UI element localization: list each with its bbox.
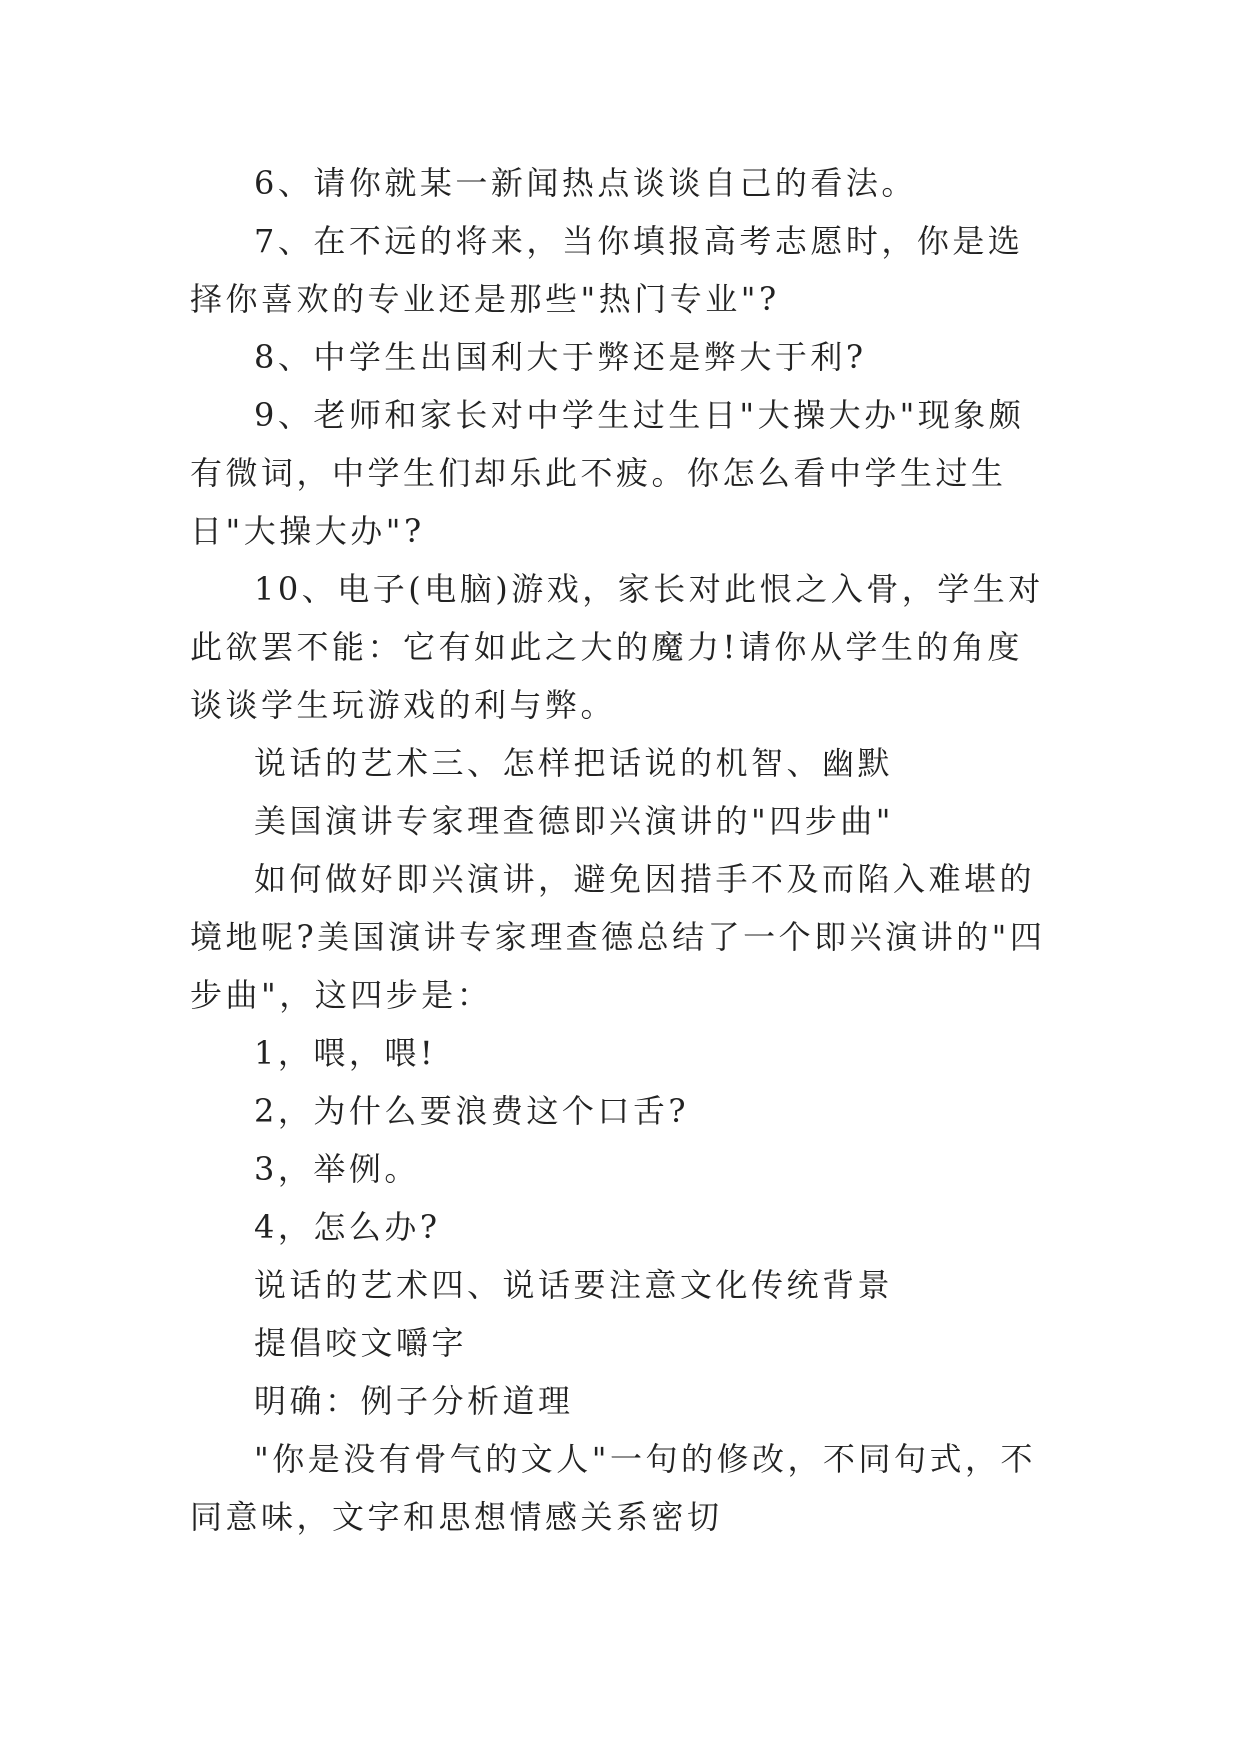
subheading-word-choice: 提倡咬文嚼字 xyxy=(254,1324,468,1362)
subheading-four-steps: 美国演讲专家理查德即兴演讲的"四步曲" xyxy=(254,802,894,840)
list-item-step-2: 2，为什么要浪费这个口舌? xyxy=(254,1092,690,1130)
paragraph-question-8: 8、中学生出国利大于弊还是弊大于利? xyxy=(254,338,867,376)
document-body xyxy=(190,154,1054,1546)
list-item-step-3: 3，举例。 xyxy=(254,1150,420,1188)
list-item-step-1: 1，喂，喂! xyxy=(254,1034,437,1072)
section-heading-art-three: 说话的艺术三、怎样把话说的机智、幽默 xyxy=(254,744,894,782)
list-item-step-4: 4，怎么办? xyxy=(254,1208,441,1246)
paragraph-revision-example: "你是没有骨气的文人"一句的修改，不同句式，不同意味，文字和思想情感关系密切 xyxy=(190,1440,1036,1536)
paragraph-question-9: 9、老师和家长对中学生过生日"大操大办"现象颇有微词，中学生们却乐此不疲。你怎么看中学生过生日"大操大办"? xyxy=(190,396,1025,550)
paragraph-question-7: 7、在不远的将来，当你填报高考志愿时，你是选择你喜欢的专业还是那些"热门专业"? xyxy=(190,222,1024,318)
paragraph-clarify: 明确：例子分析道理 xyxy=(254,1382,574,1420)
paragraph-question-10: 10、电子(电脑)游戏，家长对此恨之入骨，学生对此欲罢不能：它有如此之大的魔力!请你从学生的角度谈谈学生玩游戏的利与弊。 xyxy=(190,570,1044,724)
section-heading-art-four: 说话的艺术四、说话要注意文化传统背景 xyxy=(254,1266,894,1304)
paragraph-question-6: 6、请你就某一新闻热点谈谈自己的看法。 xyxy=(254,164,917,202)
paragraph-four-steps-intro: 如何做好即兴演讲，避免因措手不及而陷入难堪的境地呢?美国演讲专家理查德总结了一个即兴演讲的"四步曲"，这四步是： xyxy=(190,860,1046,1014)
